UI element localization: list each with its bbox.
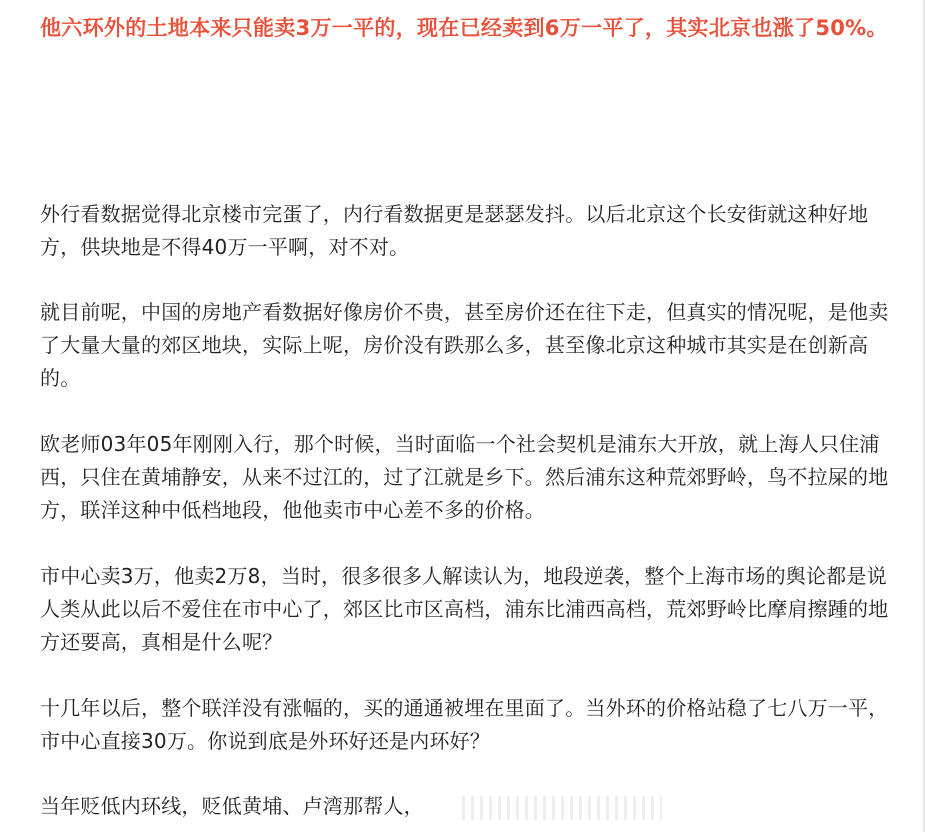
article-headline: 他六环外的土地本来只能卖3万一平的，现在已经卖到6万一平了，其实北京也涨了50%。 bbox=[40, 16, 888, 40]
article-paragraph: 市中心卖3万，他卖2万8，当时，很多很多人解读认为，地段逆袭，整个上海市场的舆论都是说人类从此以后不爱住在市中心了，郊区比市区高档，浦东比浦西高档，荒郊野岭比摩肩擦踵的地方还要高，真相是什么呢？ bbox=[40, 564, 889, 654]
article-paragraph: 十几年以后，整个联洋没有涨幅的，买的通通被埋在里面了。当外环的价格站稳了七八万一平，市中心直接30万。你说到底是外环好还是内环好？ bbox=[40, 696, 889, 753]
article-paragraph: 欧老师03年05年刚刚入行，那个时候，当时面临一个社会契机是浦东大开放，就上海人只住浦西，只住在黄埔静安，从来不过江的，过了江就是乡下。然后浦东这种荒郊野岭，鸟不拉屎的地方，联洋这种中低档地段，他他卖市中心差不多的价格。 bbox=[40, 432, 889, 522]
article-paragraph-truncated: 当年贬低内环线，贬低黄埔、卢湾那帮人， bbox=[40, 794, 424, 818]
article-paragraph: 外行看数据觉得北京楼市完蛋了，内行看数据更是瑟瑟发抖。以后北京这个长安街就这种好地方，供块地是不得40万一平啊，对不对。 bbox=[40, 202, 869, 259]
article-paragraph: 就目前呢，中国的房地产看数据好像房价不贵，甚至房价还在往下走，但真实的情况呢，是他卖了大量大量的郊区地块，实际上呢，房价没有跌那么多，甚至像北京这种城市其实是在创新高的。 bbox=[40, 300, 889, 390]
blurred-text-remnant bbox=[462, 796, 662, 820]
